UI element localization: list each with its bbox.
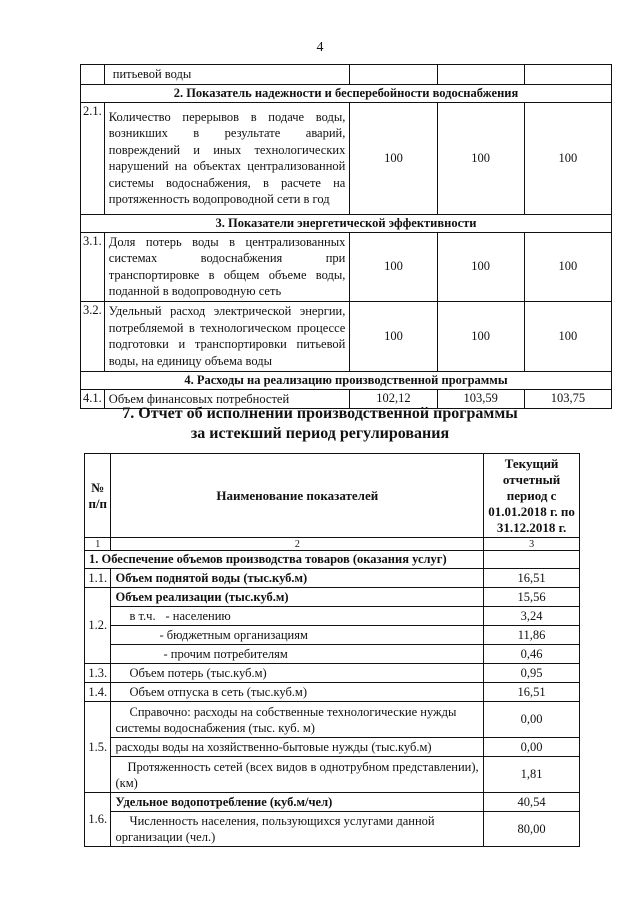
column-number: 2: [111, 538, 484, 551]
value-cell: 103,59: [437, 389, 524, 409]
row-name-cell: Справочно: расходы на собственные технологические нужды системы водоснабжения (тыс. куб. м): [111, 702, 484, 738]
section-2-heading: 2. Показатель надежности и бесперебойности водоснабжения: [81, 84, 612, 102]
row-prefix: в т.ч.: [129, 609, 156, 623]
value-cell: 1,81: [484, 757, 580, 793]
row-name-cell: Удельное водопотребление (куб.м/чел): [111, 793, 484, 812]
table-row: [85, 607, 580, 626]
value-cell: 80,00: [484, 812, 580, 847]
value-cell: 3,24: [484, 607, 580, 626]
page-number: 4: [316, 40, 324, 55]
table-row: [85, 664, 580, 683]
report-heading-line2: за истекший период регулирования: [190, 425, 450, 442]
value-cell: 100: [524, 232, 611, 301]
column-number: 1: [85, 538, 111, 551]
row-name-cell: Объем реализации (тыс.куб.м): [111, 588, 484, 607]
value-cell: 0,00: [484, 702, 580, 738]
column-number: 3: [484, 538, 580, 551]
section-row: [81, 371, 612, 389]
table-row: [85, 812, 580, 847]
header-row: [85, 454, 580, 538]
table-row: [85, 588, 580, 607]
value-cell: 100: [524, 301, 611, 371]
indicators-table-continued: [80, 64, 612, 409]
value-cell: 15,56: [484, 588, 580, 607]
value-cell: [437, 65, 524, 85]
row-number-cell: 1.2.: [85, 588, 111, 664]
value-cell: 100: [437, 301, 524, 371]
section-4-heading: 4. Расходы на реализацию производственной программы: [81, 371, 612, 389]
row-name-cell: расходы воды на хозяйственно-бытовые нужды (тыс.куб.м): [111, 738, 484, 757]
row-name-cell: Объем потерь (тыс.куб.м): [111, 664, 484, 683]
section-row: [81, 84, 612, 102]
value-cell: 40,54: [484, 793, 580, 812]
value-cell: 100: [350, 102, 437, 214]
table-row: [81, 301, 612, 371]
value-cell: 16,51: [484, 683, 580, 702]
row-name-cell: питьевой воды: [104, 65, 350, 85]
row-number-cell: [81, 65, 105, 85]
table-row: [85, 738, 580, 757]
value-cell: 100: [350, 232, 437, 301]
row-number-cell: 2.1.: [81, 102, 105, 214]
table-row: [85, 793, 580, 812]
table-row: [81, 102, 612, 214]
value-cell: 0,00: [484, 738, 580, 757]
row-name-cell: Объем отпуска в сеть (тыс.куб.м): [111, 683, 484, 702]
row-number-cell: 1.4.: [85, 683, 111, 702]
value-cell: 103,75: [524, 389, 611, 409]
value-cell: 100: [437, 232, 524, 301]
row-number-cell: 3.1.: [81, 232, 105, 301]
row-name-cell: - прочим потребителям: [111, 645, 484, 664]
table-row: [85, 683, 580, 702]
section-row: [85, 551, 580, 569]
row-name-cell: [111, 607, 484, 626]
section-1-heading: 1. Обеспечение объемов производства товаров (оказания услуг): [85, 551, 484, 569]
table-row: [85, 757, 580, 793]
value-cell: [350, 65, 437, 85]
row-name-text: - населению: [165, 609, 231, 623]
row-name-cell: - бюджетным организациям: [111, 626, 484, 645]
value-cell: [484, 551, 580, 569]
value-cell: 102,12: [350, 389, 437, 409]
row-name-cell: Количество перерывов в подаче воды, возникших в результате аварий, повреждений и иных технологических нарушений на объектах централизованной системы водоснабжения, в расчете на протяженность водопроводной сети в год: [104, 102, 350, 214]
table-row: [85, 645, 580, 664]
value-cell: 100: [350, 301, 437, 371]
value-cell: 100: [437, 102, 524, 214]
row-name-cell: Удельный расход электрической энергии, потребляемой в технологическом процессе подготовки и транспортировки питьевой воды, на единицу объема воды: [104, 301, 350, 371]
row-name-cell: Протяженность сетей (всех видов в однотрубном представлении), (км): [111, 757, 484, 793]
table-row: [81, 232, 612, 301]
header-num: № п/п: [85, 454, 111, 538]
header-period: Текущий отчетный период с 01.01.2018 г. по 31.12.2018 г.: [484, 454, 580, 538]
table-row: [81, 65, 612, 85]
value-cell: [524, 65, 611, 85]
column-number-row: [85, 538, 580, 551]
row-number-cell: 1.3.: [85, 664, 111, 683]
row-number-cell: 1.6.: [85, 793, 111, 847]
row-number-cell: 3.2.: [81, 301, 105, 371]
report-table: [84, 453, 580, 847]
value-cell: 0,95: [484, 664, 580, 683]
value-cell: 0,46: [484, 645, 580, 664]
section-row: [81, 214, 612, 232]
row-number-cell: 1.1.: [85, 569, 111, 588]
report-heading: [0, 404, 640, 444]
table-row: [85, 626, 580, 645]
section-3-heading: 3. Показатели энергетической эффективности: [81, 214, 612, 232]
row-name-cell: Численность населения, пользующихся услугами данной организации (чел.): [111, 812, 484, 847]
report-heading-line1: 7. Отчет об исполнении производственной программы: [122, 405, 518, 422]
value-cell: 100: [524, 102, 611, 214]
value-cell: 11,86: [484, 626, 580, 645]
header-name: Наименование показателей: [111, 454, 484, 538]
value-cell: 16,51: [484, 569, 580, 588]
row-name-cell: Объем поднятой воды (тыс.куб.м): [111, 569, 484, 588]
row-name-cell: Доля потерь воды в централизованных системах водоснабжения при транспортировке в общем объеме воды, поданной в водопроводную сеть: [104, 232, 350, 301]
table-row: [85, 569, 580, 588]
row-number-cell: 1.5.: [85, 702, 111, 793]
row-name-cell: Объем финансовых потребностей: [104, 389, 350, 409]
row-number-cell: 4.1.: [81, 389, 105, 409]
table-row: [85, 702, 580, 738]
